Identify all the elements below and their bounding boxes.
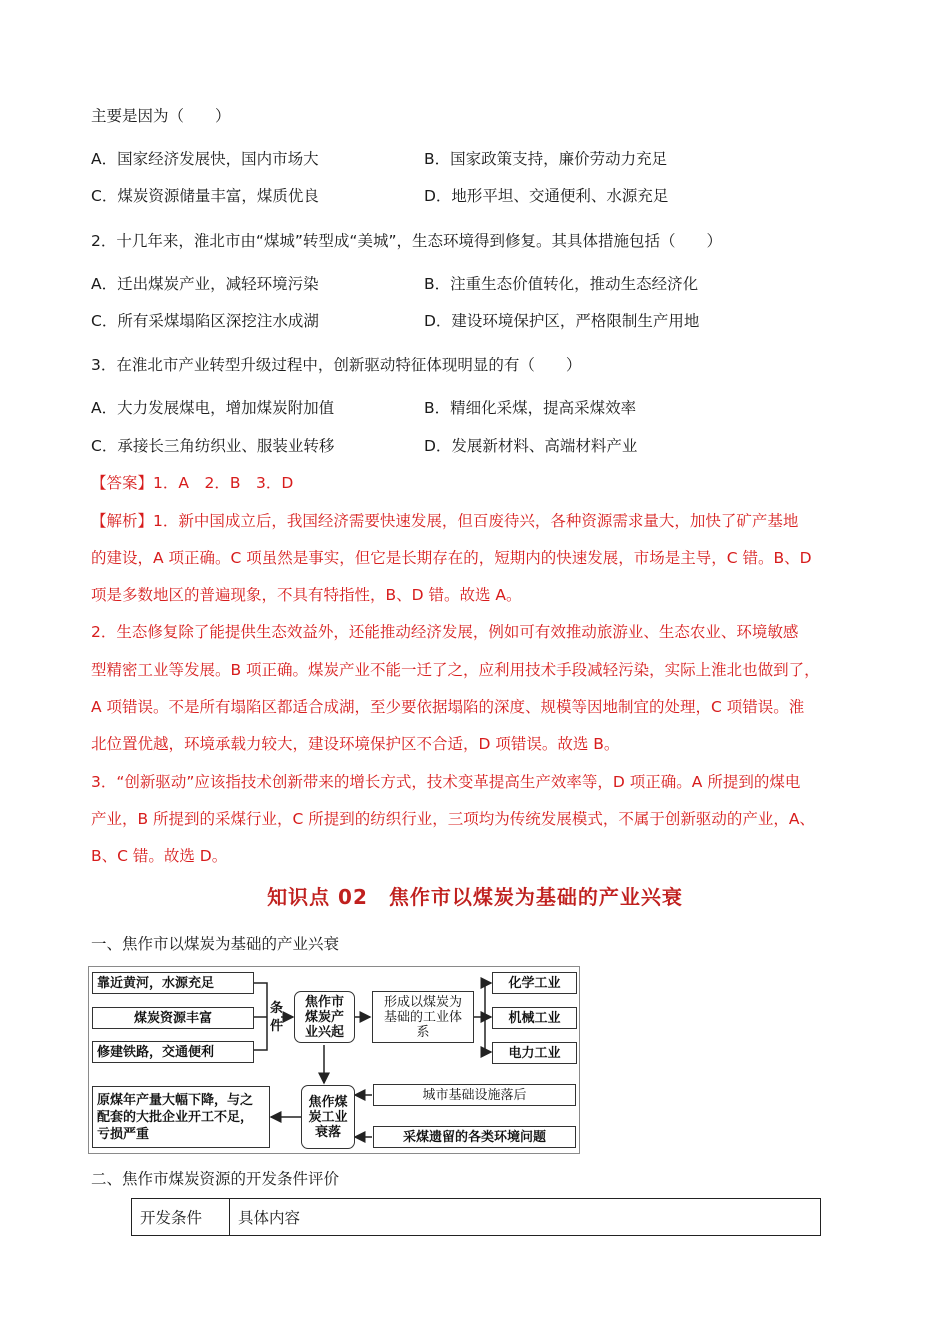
q1-option-a: A．国家经济发展快，国内市场大: [91, 150, 319, 168]
q1-stem-tail: 主要是因为（ ）: [91, 107, 231, 125]
industry-box-machinery: 机械工业: [492, 1007, 577, 1029]
q2-stem: 2．十几年来，淮北市由“煤城”转型成“美城”，生态环境得到修复。其具体措施包括（ ）: [91, 232, 722, 250]
condition-label: 件: [270, 1019, 284, 1034]
analysis-line: B、C 错。故选 D。: [91, 847, 228, 865]
industry-box-chemical: 化学工业: [492, 972, 577, 994]
industry-flow-diagram: [88, 966, 580, 1154]
industrial-system-box: 形成以煤炭为基础的工业体系: [372, 991, 474, 1043]
subsection-heading-1: 一、焦作市以煤炭为基础的产业兴衰: [91, 935, 340, 953]
answer-line: 【答案】1．A 2．B 3．D: [91, 474, 294, 492]
condition-box: 靠近黄河，水源充足: [92, 972, 254, 994]
condition-box: 煤炭资源丰富: [92, 1007, 254, 1029]
industry-decline-box: 焦作煤炭工业衰落: [301, 1085, 355, 1149]
q1-option-d: D．地形平坦、交通便利、水源充足: [424, 187, 669, 205]
analysis-line: 产业，B 所提到的采煤行业，C 所提到的纺织行业，三项均为传统发展模式，不属于创新驱动的产业，A、: [91, 810, 815, 828]
industry-box-power: 电力工业: [492, 1042, 577, 1064]
q3-option-b: B．精细化采煤，提高采煤效率: [424, 399, 637, 417]
decline-cause-box: 原煤年产量大幅下降，与之配套的大批企业开工不足，亏损严重: [92, 1086, 270, 1148]
analysis-line: 项是多数地区的普遍现象，不具有特指性，B、D 错。故选 A。: [91, 586, 522, 604]
q1-option-c: C．煤炭资源储量丰富，煤质优良: [91, 187, 319, 205]
analysis-line: 2．生态修复除了能提供生态效益外，还能推动经济发展，例如可有效推动旅游业、生态农业、环境敏感: [91, 623, 799, 641]
table-header-row: [132, 1199, 821, 1236]
analysis-line: 的建设，A 项正确。C 项虽然是事实，但它是长期存在的，短期内的快速发展，市场是主导，C 错。B、D: [91, 549, 812, 567]
condition-box: 修建铁路，交通便利: [92, 1041, 254, 1063]
analysis-line: 【解析】1．新中国成立后，我国经济需要快速发展，但百废待兴，各种资源需求量大，加快了矿产基地: [91, 512, 799, 530]
table-header-cell: 开发条件: [132, 1199, 230, 1236]
analysis-line: 型精密工业等发展。B 项正确。煤炭产业不能一迁了之，应利用技术手段减轻污染，实际上淮北也做到了，: [91, 661, 820, 679]
problem-box-environment: 采煤遗留的各类环境问题: [373, 1126, 576, 1148]
industry-rise-box: 焦作市煤炭产业兴起: [294, 991, 355, 1043]
q3-option-a: A．大力发展煤电，增加煤炭附加值: [91, 399, 335, 417]
analysis-line: 北位置优越，环境承载力较大，建设环境保护区不合适，D 项错误。故选 B。: [91, 735, 620, 753]
q2-option-b: B．注重生态价值转化，推动生态经济化: [424, 275, 699, 293]
section-title: 知识点 02 焦作市以煤炭为基础的产业兴衰: [267, 885, 683, 909]
q3-option-d: D．发展新材料、高端材料产业: [424, 437, 638, 455]
table-header-cell: 具体内容: [230, 1199, 821, 1236]
q2-option-d: D．建设环境保护区，严格限制生产用地: [424, 312, 700, 330]
conditions-table: [131, 1198, 821, 1236]
analysis-line: A 项错误。不是所有塌陷区都适合成湖，至少要依据塌陷的深度、规模等因地制宜的处理，C 项错误。淮: [91, 698, 805, 716]
subsection-heading-2: 二、焦作市煤炭资源的开发条件评价: [91, 1170, 340, 1188]
problem-box-infrastructure: 城市基础设施落后: [373, 1084, 576, 1106]
analysis-line: 3．“创新驱动”应该指技术创新带来的增长方式，技术变革提高生产效率等，D 项正确。A 所提到的煤电: [91, 773, 801, 791]
q2-option-a: A．迁出煤炭产业，减轻环境污染: [91, 275, 319, 293]
q2-option-c: C．所有采煤塌陷区深挖注水成湖: [91, 312, 319, 330]
q3-stem: 3．在淮北市产业转型升级过程中，创新驱动特征体现明显的有（ ）: [91, 356, 582, 374]
q3-option-c: C．承接长三角纺织业、服装业转移: [91, 437, 335, 455]
condition-label: 条: [270, 1001, 284, 1016]
q1-option-b: B．国家政策支持，廉价劳动力充足: [424, 150, 668, 168]
